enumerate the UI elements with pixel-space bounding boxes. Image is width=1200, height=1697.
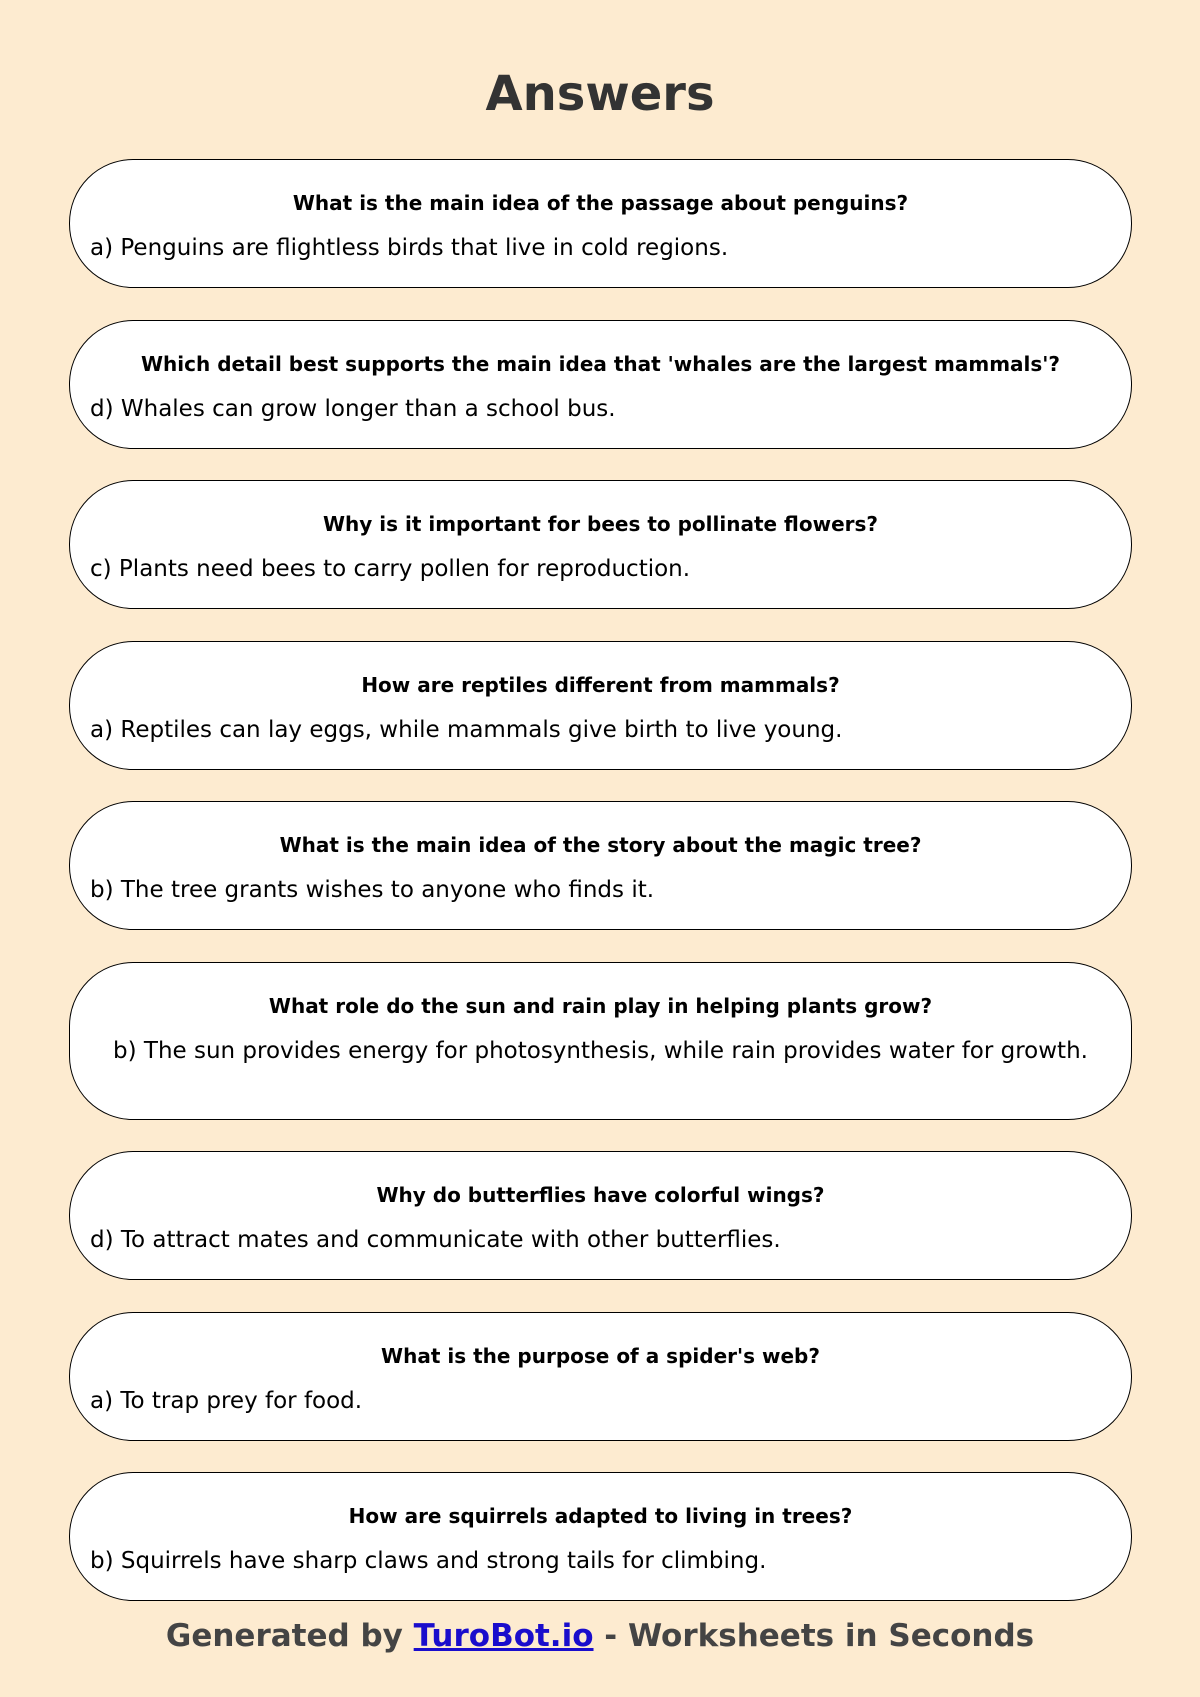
answer-card [69, 1312, 1132, 1441]
question-text: What is the purpose of a spider's web? [381, 1343, 820, 1368]
question-text: What is the main idea of the story about the magic tree? [279, 833, 922, 857]
answer-card [69, 801, 1132, 930]
answer-card [69, 1472, 1132, 1601]
answer-card [69, 159, 1132, 288]
answer-card [69, 962, 1132, 1120]
answer-text: a) To trap prey for food. [90, 1387, 363, 1414]
question-text: What role do the sun and rain play in helping plants grow? [268, 993, 933, 1018]
answer-card [69, 1151, 1132, 1280]
answer-text: d) Whales can grow longer than a school bus. [90, 395, 616, 422]
question-text: How are squirrels adapted to living in trees? [348, 1504, 853, 1528]
answer-card [69, 480, 1132, 609]
footer [0, 1618, 1200, 1655]
answer-card [69, 641, 1132, 770]
question-text: Why is it important for bees to pollinate flowers? [322, 512, 879, 536]
answer-text: a) Penguins are flightless birds that live in cold regions. [90, 235, 729, 261]
question-text: How are reptiles different from mammals? [361, 672, 840, 697]
answer-text: b) The sun provides energy for photosynthesis, while rain provides water for growth. [113, 1037, 1088, 1064]
answer-text: b) The tree grants wishes to anyone who finds it. [90, 877, 655, 903]
answer-text: b) Squirrels have sharp claws and strong tails for climbing. [90, 1548, 767, 1574]
page-title: Answers [485, 66, 715, 122]
answer-text: a) Reptiles can lay eggs, while mammals give birth to live young. [90, 716, 843, 743]
question-text: Which detail best supports the main idea that 'whales are the largest mammals'? [140, 351, 1061, 376]
answers-list [69, 159, 1132, 1633]
question-text: What is the main idea of the passage about penguins? [292, 191, 909, 215]
footer-suffix: - Worksheets in Seconds [593, 1618, 1035, 1654]
answer-text: d) To attract mates and communicate with other butterflies. [90, 1227, 781, 1253]
answer-card [69, 320, 1132, 449]
turobot-link[interactable]: TuroBot.io [413, 1618, 594, 1654]
answer-text: c) Plants need bees to carry pollen for reproduction. [90, 556, 691, 582]
footer-prefix: Generated by [165, 1618, 414, 1654]
question-text: Why do butterflies have colorful wings? [376, 1183, 825, 1207]
